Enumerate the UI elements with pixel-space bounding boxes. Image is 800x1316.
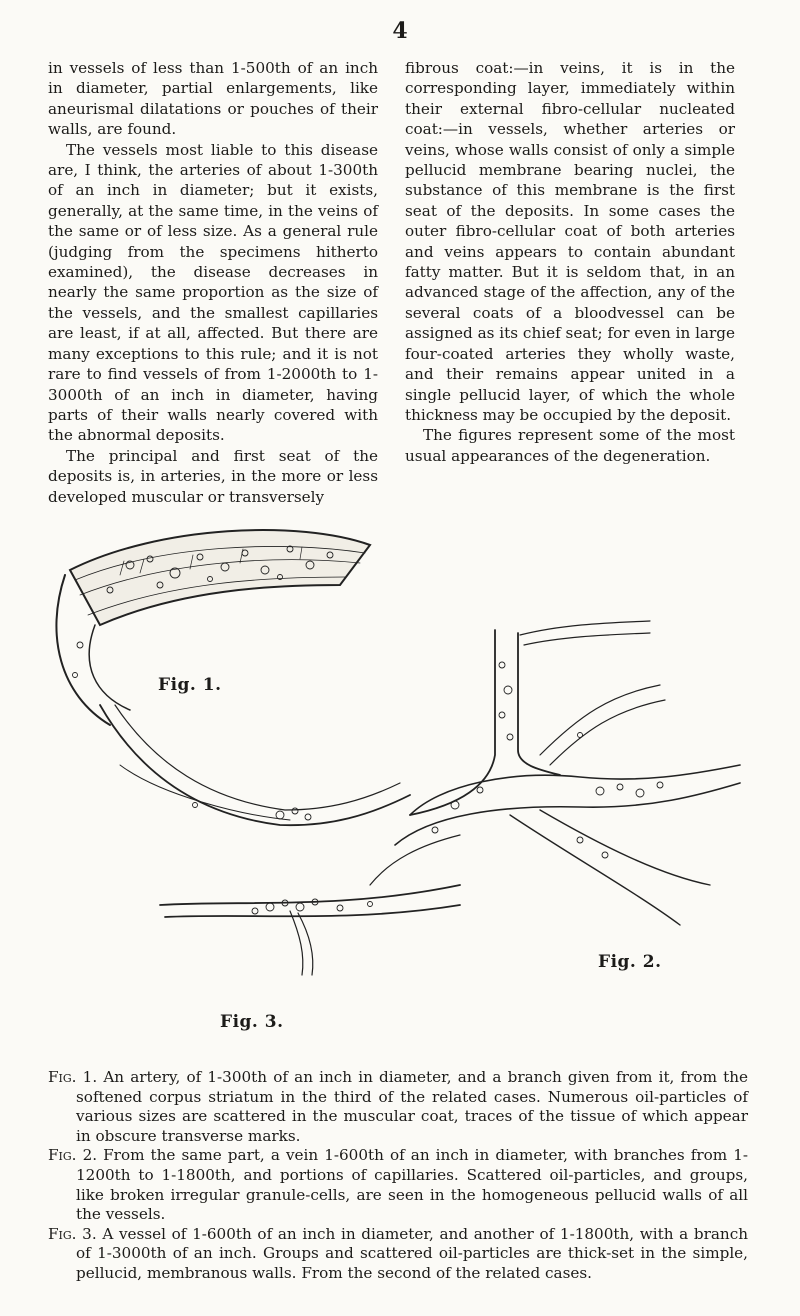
vessel-illustrations xyxy=(40,515,760,1055)
figure-2-label: Fig. 2. xyxy=(598,952,662,972)
paragraph: in vessels of less than 1-500th of an inch in diameter, partial enlargements, like aneurismal dilatations or pouches of their walls, are found. xyxy=(48,59,378,139)
caption-text: An artery, of 1-300th of an inch in diameter, and a branch given from it, from the softened corpus striatum in the third of the related cases. Numerous oil-particles of various sizes are scattered in the muscular coat, traces of the tissue of which appear in obscure transverse marks. xyxy=(76,1068,748,1145)
caption-lead: Fig. 3. xyxy=(48,1224,97,1243)
caption-lead: Fig. 2. xyxy=(48,1146,98,1165)
paragraph: The principal and first seat of the deposits is, in arteries, in the more or less developed muscular or transversely xyxy=(48,446,378,506)
figure-1-label: Fig. 1. xyxy=(158,675,222,695)
figure-1-artery xyxy=(56,530,370,725)
caption-fig-3 xyxy=(48,1225,748,1284)
caption-text: A vessel of 1-600th of an inch in diameter, and another of 1-1800th, with a branch of 1-3000th of an inch. Groups and scattered oil-particles are thick-set in the simple, pellucid, membranous walls. From the second of the related cases. xyxy=(76,1224,748,1282)
page-number: 4 xyxy=(392,18,408,44)
figures-plate xyxy=(40,515,760,1055)
paragraph: The figures represent some of the most usual appearances of the degeneration. xyxy=(405,426,735,465)
caption-text: From the same part, a vein 1-600th of an inch in diameter, with branches from 1-1200th to 1-1800th, and portions of capillaries. Scattered oil-particles, and groups, like broken irregular granule-cells, are seen in the homogeneous pellucid walls of all the vessels. xyxy=(76,1146,749,1224)
right-text-column xyxy=(405,58,735,466)
figure-captions xyxy=(48,1068,748,1284)
caption-fig-1 xyxy=(48,1068,748,1146)
caption-fig-2 xyxy=(48,1146,748,1224)
figure-3-label: Fig. 3. xyxy=(220,1012,284,1032)
figure-2-vein xyxy=(370,621,740,925)
caption-lead: Fig. 1. xyxy=(48,1068,98,1086)
paragraph: The vessels most liable to this disease are, I think, the arteries of about 1-300th of an inch in diameter; but it exists, generally, at the same time, in the veins of the same or of less size. As a general rule (judging from the specimens hitherto examined), the disease decreases in nearly the same proportion as the size of the vessels, and the smallest capillaries are least, if at all, affected. But there are many exceptions to this rule; and it is not rare to find vessels of from 1-2000th to 1-3000th of an inch in diameter, having parts of their walls nearly covered with the abnormal deposits. xyxy=(48,140,378,445)
figure-3-vessel xyxy=(100,705,460,975)
left-text-column xyxy=(48,58,378,507)
paragraph: fibrous coat:—in veins, it is in the corresponding layer, immediately within their external fibro-cellular nucleated coat:—in vessels, whether arteries or veins, whose walls consist of only a simple pellucid membrane bearing nuclei, the substance of this membrane is the first seat of the deposits. In some cases the outer fibro-cellular coat of both arteries and veins appears to contain abundant fatty matter. But it is seldom that, in an advanced stage of the affection, any of the several coats of a bloodvessel can be assigned as its chief seat; for even in large four-coated arteries they wholly waste, and their remains appear united in a single pellucid layer, of which the whole thickness may be occupied by the deposit. xyxy=(405,59,735,424)
